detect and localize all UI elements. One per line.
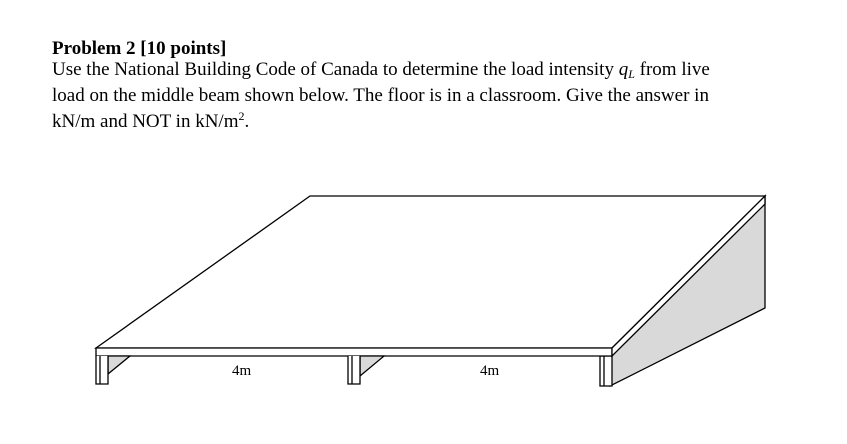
left-beam-section bbox=[96, 356, 108, 384]
middle-beam-shade bbox=[360, 356, 384, 376]
span-left-label: 4m bbox=[232, 363, 252, 379]
unit-superscript: 2 bbox=[238, 109, 245, 123]
right-beam-section bbox=[600, 356, 612, 386]
floor-slab-front-edge bbox=[96, 348, 612, 356]
body-line1-prefix: Use the National Building Code of Canada to determine the load intensity bbox=[52, 59, 619, 80]
left-beam-shade bbox=[108, 356, 130, 374]
body-line1-suffix: from live bbox=[634, 59, 710, 80]
problem-title: Problem 2 [10 points] bbox=[52, 38, 227, 59]
body-line3-suffix: . bbox=[244, 111, 250, 132]
span-right-label: 4m bbox=[480, 363, 500, 379]
load-variable: q bbox=[618, 59, 629, 80]
body-line2: load on the middle beam shown below. The floor is in a classroom. Give the answer in bbox=[52, 85, 709, 106]
body-line3-prefix: kN/m and NOT in kN/m bbox=[52, 111, 239, 132]
middle-beam-section bbox=[348, 356, 360, 384]
load-variable-subscript: L bbox=[628, 67, 635, 81]
